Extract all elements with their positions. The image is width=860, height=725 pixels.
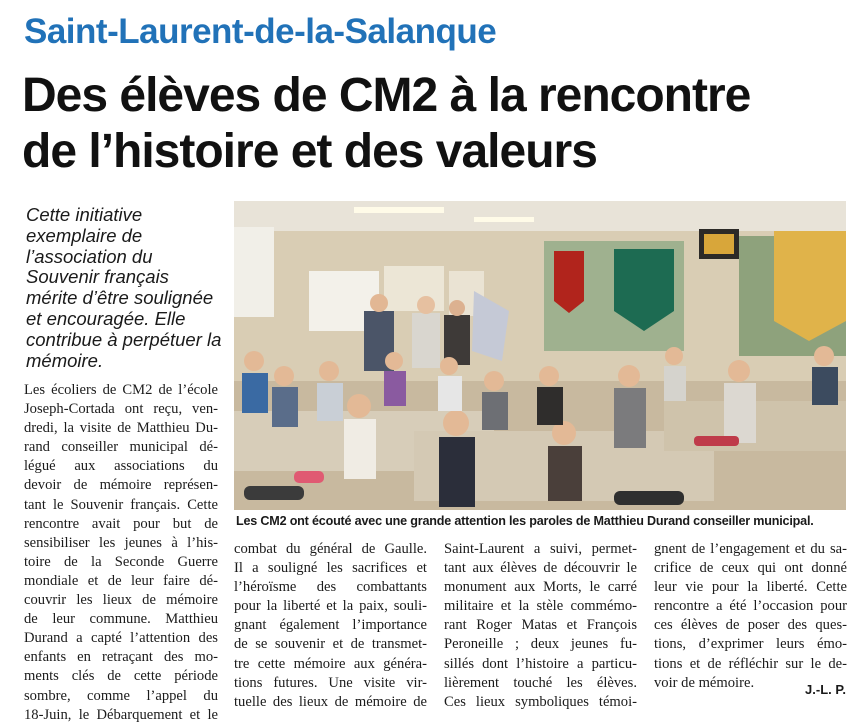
body-line: légué aux associations du	[24, 458, 218, 475]
lede	[26, 205, 226, 371]
body-line: dredi, la visite de Matthieu Du-	[24, 420, 218, 437]
lede-line: Cette initiative	[26, 204, 143, 225]
body-column-3	[444, 540, 637, 712]
body-line: lièrement touché les élèves.	[444, 674, 637, 691]
byline: J.-L. P.	[805, 682, 846, 697]
body-line: de se souvenir et de transmet-	[234, 636, 427, 653]
body-line: mondiale et de leur faire dé-	[24, 572, 218, 589]
body-line: Les écoliers de CM2 de l’école	[24, 382, 218, 398]
body-line: tions futures. Une visite vir-	[234, 674, 427, 691]
body-line: 18-Juin, le Débarquement et le	[24, 706, 218, 723]
lede-line: mérite d’être soulignée	[26, 287, 214, 309]
body-line: l’héroïsme des combattants	[234, 579, 427, 596]
body-line: voir de mémoire.	[654, 674, 755, 691]
body-line: pour la liberté et la paix, souli-	[234, 598, 427, 615]
body-line: Peroneille ; deux jeunes fu-	[444, 636, 637, 653]
body-line: monument aux Morts, le carré	[444, 579, 637, 596]
body-line: rand conseiller municipal dé-	[24, 439, 218, 456]
body-line: sombre, comme l’appel du	[24, 687, 218, 704]
body-line: gnent de l’engagement et du sa-	[654, 541, 847, 557]
body-line: crifice de ceux qui ont donné	[654, 560, 847, 577]
body-line: sillés dont l’histoire a particu-	[444, 655, 637, 672]
body-column-2	[234, 540, 427, 712]
body-line: rencontre a été l’occasion pour	[654, 598, 847, 615]
body-line: toire de la Seconde Guerre	[24, 553, 218, 570]
body-line: couvrir les lieux de mémoire	[24, 592, 218, 609]
body-line: gnant également l’importance	[234, 617, 427, 634]
body-line: Ces lieux symboliques témoi-	[444, 693, 637, 710]
body-line: Joseph-Cortada ont reçu, ven-	[24, 401, 218, 418]
body-line: sensibiliser les jeunes à l’his-	[24, 534, 218, 551]
body-line: tions, d’exprimer leurs émo-	[654, 636, 847, 653]
body-line: tant aux élèves de découvrir le	[444, 560, 637, 577]
body-column-4	[654, 540, 847, 693]
body-line: tre cette mémoire aux généra-	[234, 655, 427, 672]
body-line: devoir de mémoire représen-	[24, 477, 218, 494]
headline	[22, 68, 852, 180]
body-line: rant Roger Matas et François	[444, 617, 637, 634]
body-line: Il a souligné les sacrifices et	[234, 560, 427, 577]
body-line: leur vie pour la liberté. Cette	[654, 579, 847, 596]
body-column-1	[24, 381, 218, 725]
lede-line: mémoire.	[26, 349, 104, 371]
headline-line: de l’histoire et des valeurs	[22, 125, 597, 178]
lede-line: contribue à perpétuer la	[26, 328, 222, 350]
classroom-photo	[234, 201, 846, 510]
headline-line: Des élèves de CM2 à la rencontre	[22, 69, 751, 122]
body-line: tions et de réfléchir sur le de-	[654, 655, 847, 672]
body-line: tuelle des lieux de mémoire de	[234, 693, 427, 710]
lede-line: Souvenir français	[26, 266, 169, 288]
body-line: tant le Souvenir français. Cette	[24, 496, 218, 513]
body-line: ments clés de cette période	[24, 668, 218, 685]
body-line: ces élèves de poser des ques-	[654, 617, 847, 634]
body-line: enfants en retraçant des mo-	[24, 649, 218, 666]
body-line: combat du général de Gaulle.	[234, 541, 427, 557]
body-line: de leur commune. Matthieu	[24, 611, 218, 628]
body-line: rencontre avait pour but de	[24, 515, 218, 532]
location-kicker: Saint-Laurent-de-la-Salanque	[24, 12, 497, 51]
lede-line: exemplaire de	[26, 224, 143, 246]
lede-line: l’association du	[26, 245, 153, 267]
body-line: militaire et la stèle commémo-	[444, 598, 637, 615]
body-line: Durand a capté l’attention des	[24, 630, 218, 647]
body-line: Saint-Laurent a suivi, permet-	[444, 541, 637, 557]
lede-line: et encouragée. Elle	[26, 307, 186, 329]
photo-caption: Les CM2 ont écouté avec une grande attention les paroles de Matthieu Durand conseiller municipal.	[236, 514, 814, 528]
